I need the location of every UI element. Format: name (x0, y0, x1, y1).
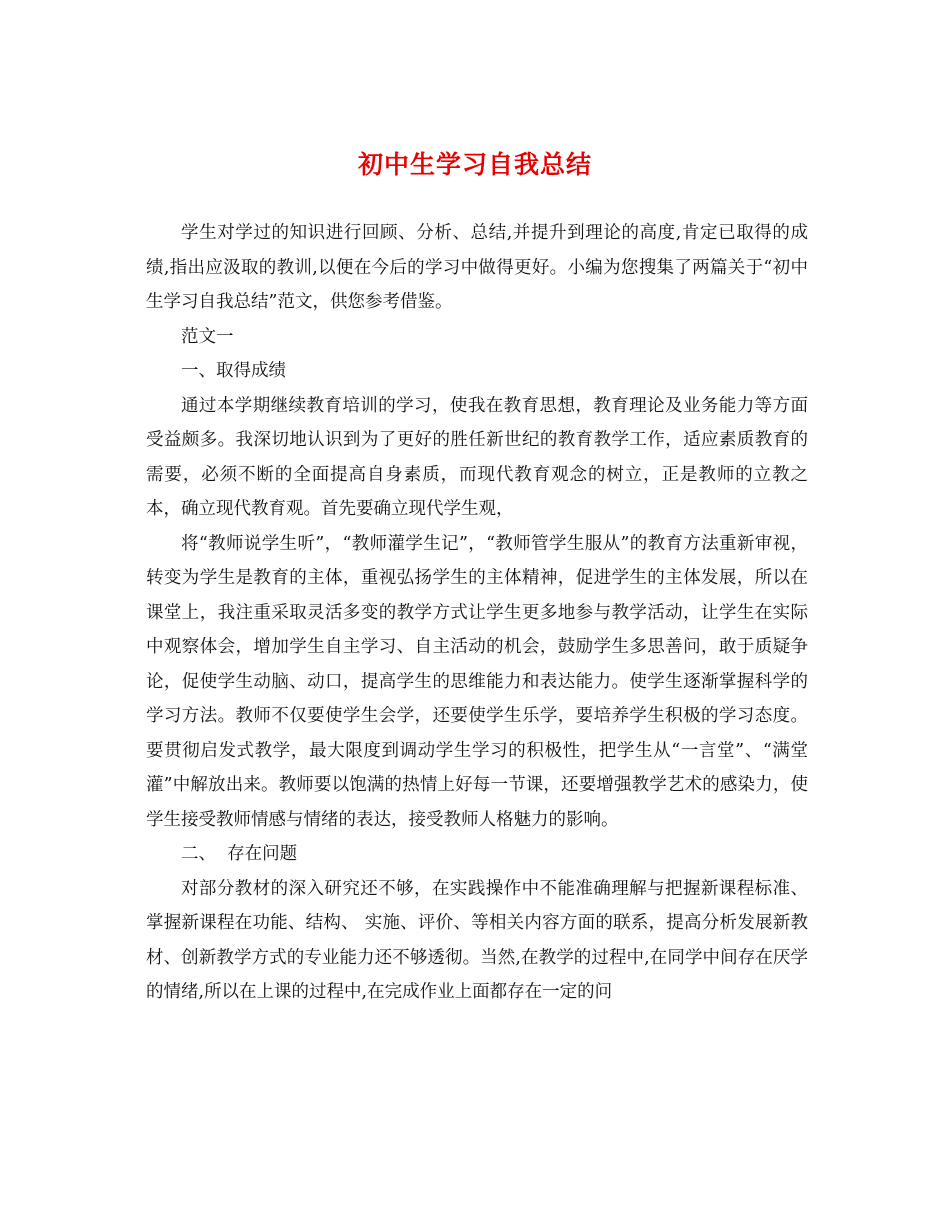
document-title: 初中生学习自我总结 (357, 150, 592, 179)
body-paragraph: 通过本学期继续教育培训的学习，使我在教育思想，教育理论及业务能力等方面受益颇多。我深切地认识到为了更好的胜任新世纪的教育教学工作，适应素质教育的需要，必须不断的全面提高自身素质，而现代教育观念的树立，正是教师的立教之本，确立现代教育观。首先要确立现代学生观， (146, 395, 808, 519)
section-label-sample-one: 范文一 (181, 326, 234, 347)
document-body (146, 216, 808, 1010)
body-paragraph: 将“教师说学生听”，“教师灌学生记”，“教师管学生服从”的教育方法重新审视，转变为学生是教育的主体，重视弘扬学生的主体精神，促进学生的主体发展，所以在课堂上，我注重采取灵活多变的教学方式让学生更多地参与教学活动，让学生在实际中观察体会，增加学生自主学习、自主活动的机会，鼓励学生多思善问，敢于质疑争论，促使学生动脑、动口，提高学生的思维能力和表达能力。使学生逐渐掌握科学的学习方法。教师不仅要使学生会学，还要使学生乐学，要培养学生积极的学习态度。要贯彻启发式教学，最大限度到调动学生学习的积极性，把学生从“一言堂”、“满堂灌”中解放出来。教师要以饱满的热情上好每一节课，还要增强教学艺术的感染力，使学生接受教师情感与情绪的表达，接受教师人格魅力的影响。 (146, 533, 808, 830)
section-heading-achievements: 一、取得成绩 (181, 361, 286, 381)
body-paragraph: 对部分教材的深入研究还不够，在实践操作中不能准确理解与把握新课程标准、掌握新课程在功能、结构、 实施、评价、等相关内容方面的联系，提高分析发展新教材、创新教学方式的专业能力还不够透彻。当然,在教学的过程中,在同学中间存在厌学的情绪,所以在上课的过程中,在完成作业上面都存在一定的问 (146, 878, 808, 1002)
intro-paragraph: 学生对学过的知识进行回顾、分析、总结,并提升到理论的高度,肯定已取得的成绩,指出应汲取的教训,以便在今后的学习中做得更好。小编为您搜集了两篇关于“初中生学习自我总结”范文，供您参考借鉴。 (146, 223, 808, 312)
section-heading-problems: 二、 存在问题 (181, 844, 298, 864)
